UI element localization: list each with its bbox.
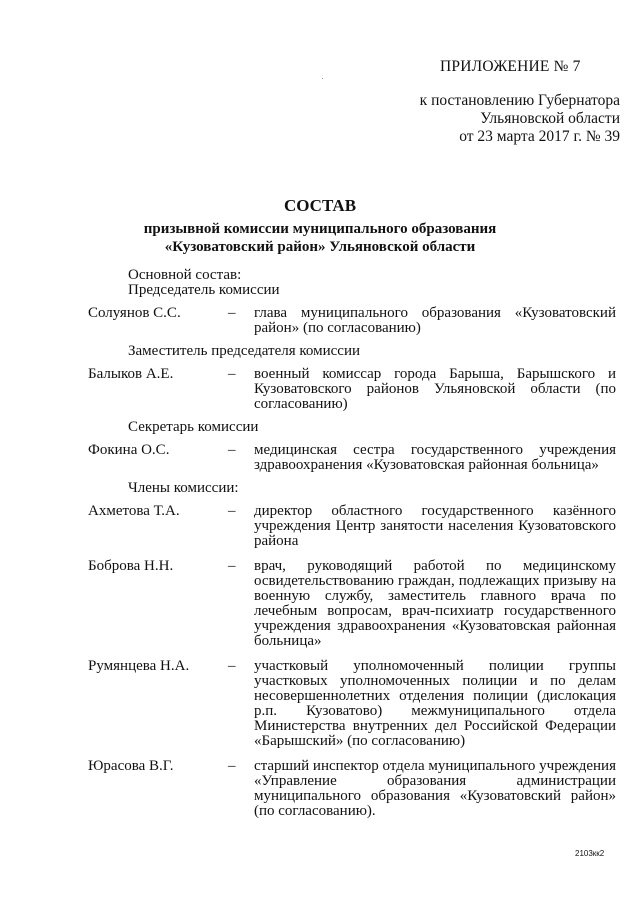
person-role: врач, руководящий работой по медицинскому освидетельствованию граждан, подлежащих призыву на военную службу, заместитель главного врача по лечебным вопросам, врач-психиатр государственного учреждения здравоохранения «Кузоватовская районная больница» — [254, 558, 616, 649]
person-role: глава муниципального образования «Кузоватовский район» (по согласованию) — [254, 305, 616, 336]
member-row — [88, 759, 616, 819]
decree-line-1: к постановлению Губернатора — [419, 92, 620, 109]
person-role: директор областного государственного казённого учреждения Центр занятости населения Кузоватовского района — [254, 503, 616, 549]
document-code: 2103кк2 — [575, 849, 605, 858]
deputy-row — [88, 367, 616, 412]
person-name: Фокина О.С. — [88, 442, 170, 458]
person-role: военный комиссар города Барыша, Барышского и Кузоватовского районов Ульяновской области (по согласованию) — [254, 366, 616, 412]
person-name: Румянцева Н.А. — [88, 658, 190, 674]
secretary-row — [88, 443, 616, 473]
chair-label: Председатель комиссии — [128, 282, 280, 298]
member-row — [88, 559, 616, 649]
person-name: Балыков А.Е. — [88, 366, 174, 382]
decree-reference — [400, 92, 620, 146]
deputy-label: Заместитель председателя комиссии — [128, 343, 361, 359]
person-role: медицинская сестра государственного учреждения здравоохранения «Кузоватовская районная больница» — [254, 442, 616, 473]
person-role: старший инспектор отдела муниципального учреждения «Управление образования администрации муниципального образования «Кузоватовский район» (по согласованию). — [254, 758, 616, 819]
scan-speck — [322, 78, 323, 79]
secretary-label: Секретарь комиссии — [128, 419, 259, 435]
dash: – — [228, 366, 236, 382]
dash: – — [228, 442, 236, 458]
decree-line-2: Ульяновской области — [480, 110, 620, 127]
member-row — [88, 504, 616, 549]
dash: – — [228, 503, 236, 519]
decree-line-3: от 23 марта 2017 г. № 39 — [459, 128, 620, 145]
members-label: Члены комиссии: — [128, 480, 239, 496]
dash: – — [228, 658, 236, 674]
commission-list — [88, 268, 616, 819]
dash: – — [228, 305, 236, 321]
person-name: Солуянов С.С. — [88, 305, 181, 321]
document-title — [100, 196, 540, 256]
title-subtitle-2: «Кузоватовский район» Ульяновской области — [164, 239, 476, 255]
person-role: участковый уполномоченный полиции группы участковых уполномоченных полиции и по делам несовершеннолетних отделения полиции (дислокация р.п. Кузоватово) межмуниципального отдела Министерства внутренних дел Российской Федерации «Барышский» (по согласованию) — [254, 658, 616, 749]
dash: – — [228, 558, 236, 574]
member-row — [88, 659, 616, 749]
person-name: Ахметова Т.А. — [88, 503, 180, 519]
person-name: Боброва Н.Н. — [88, 558, 174, 574]
dash: – — [228, 758, 236, 774]
chair-row — [88, 306, 616, 336]
title-subtitle-1: призывной комиссии муниципального образования — [143, 221, 497, 237]
title-main: СОСТАВ — [283, 196, 357, 215]
appendix-number: ПРИЛОЖЕНИЕ № 7 — [440, 58, 581, 75]
main-composition-label: Основной состав: — [128, 267, 242, 283]
person-name: Юрасова В.Г. — [88, 758, 174, 774]
